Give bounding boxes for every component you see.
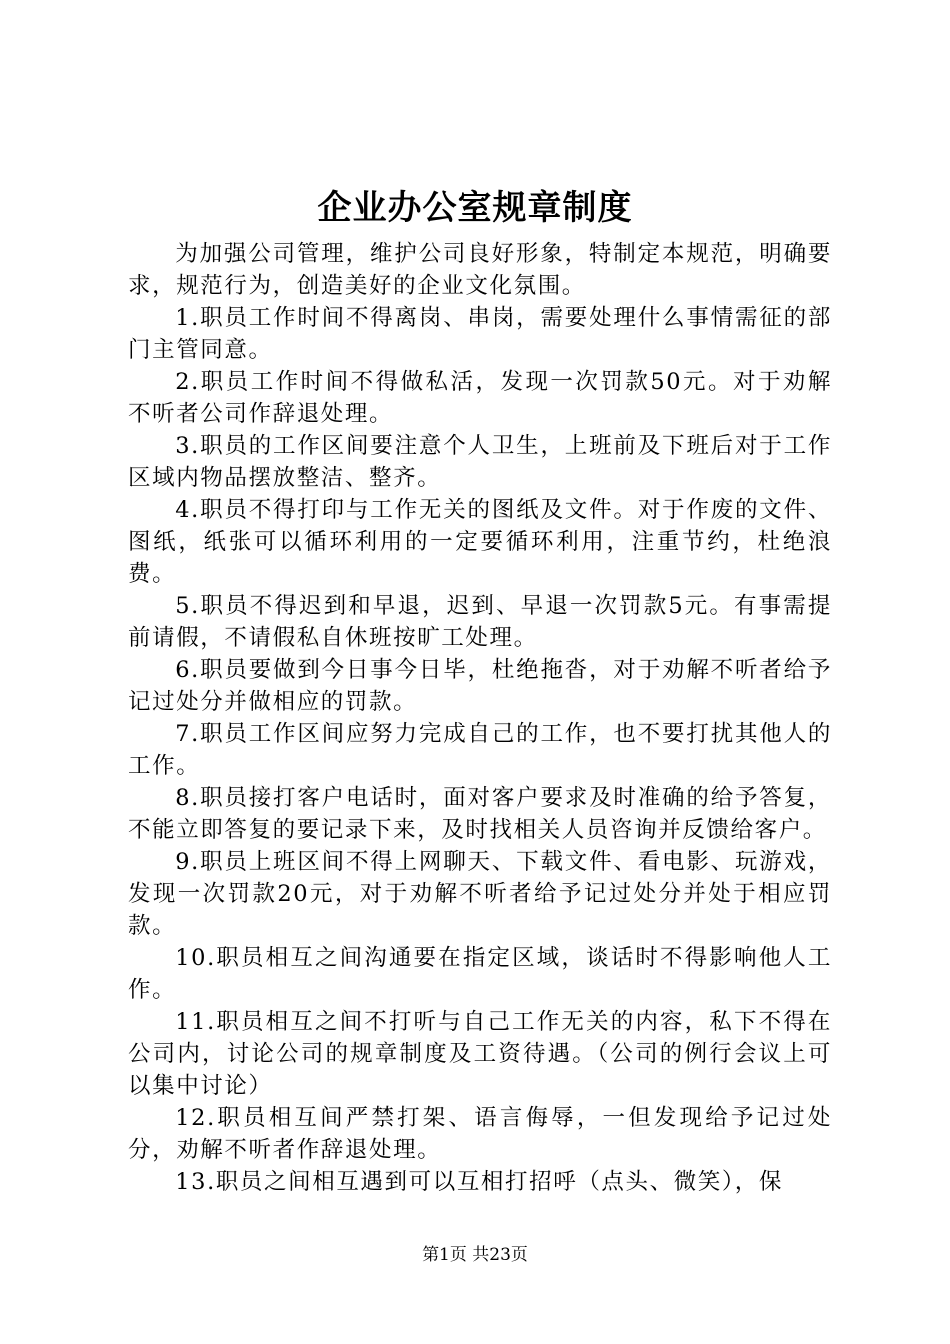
- intro-paragraph: 为加强公司管理，维护公司良好形象，特制定本规范，明确要求，规范行为，创造美好的企业文化氛围。: [128, 241, 832, 299]
- rule-paragraph-2: 2.职员工作时间不得做私活，发现一次罚款50元。对于劝解不听者公司作辞退处理。: [128, 369, 832, 427]
- document-title: 企业办公室规章制度: [317, 188, 633, 228]
- rule-paragraph-8: 8.职员接打客户电话时，面对客户要求及时准确的给予答复，不能立即答复的要记录下来，及时找相关人员咨询并反馈给客户。: [128, 785, 832, 843]
- rule-paragraph-10: 10.职员相互之间沟通要在指定区域，谈话时不得影响他人工作。: [128, 945, 832, 1003]
- document-body: [128, 238, 832, 1198]
- rule-paragraph-3: 3.职员的工作区间要注意个人卫生，上班前及下班后对于工作区域内物品摆放整洁、整齐。: [128, 433, 832, 491]
- rule-paragraph-5: 5.职员不得迟到和早退，迟到、早退一次罚款5元。有事需提前请假，不请假私自休班按旷工处理。: [128, 593, 832, 651]
- rule-paragraph-1: 1.职员工作时间不得离岗、串岗，需要处理什么事情需征的部门主管同意。: [128, 305, 832, 363]
- rule-paragraph-9: 9.职员上班区间不得上网聊天、下载文件、看电影、玩游戏，发现一次罚款20元，对于劝解不听者给予记过处分并处于相应罚款。: [128, 849, 832, 939]
- rule-paragraph-6: 6.职员要做到今日事今日毕，杜绝拖沓，对于劝解不听者给予记过处分并做相应的罚款。: [128, 657, 832, 715]
- rule-paragraph-12: 12.职员相互间严禁打架、语言侮辱，一但发现给予记过处分，劝解不听者作辞退处理。: [128, 1105, 832, 1163]
- rule-paragraph-11: 11.职员相互之间不打听与自己工作无关的内容，私下不得在公司内，讨论公司的规章制度及工资待遇。（公司的例行会议上可以集中讨论）: [128, 1009, 832, 1099]
- rule-paragraph-13: 13.职员之间相互遇到可以互相打招呼（点头、微笑），保: [175, 1169, 783, 1195]
- rule-paragraph-4: 4.职员不得打印与工作无关的图纸及文件。对于作废的文件、图纸，纸张可以循环利用的一定要循环利用，注重节约，杜绝浪费。: [128, 497, 832, 587]
- page-footer: 第1页 共23页: [422, 1245, 528, 1265]
- rule-paragraph-7: 7.职员工作区间应努力完成自己的工作，也不要打扰其他人的工作。: [128, 721, 832, 779]
